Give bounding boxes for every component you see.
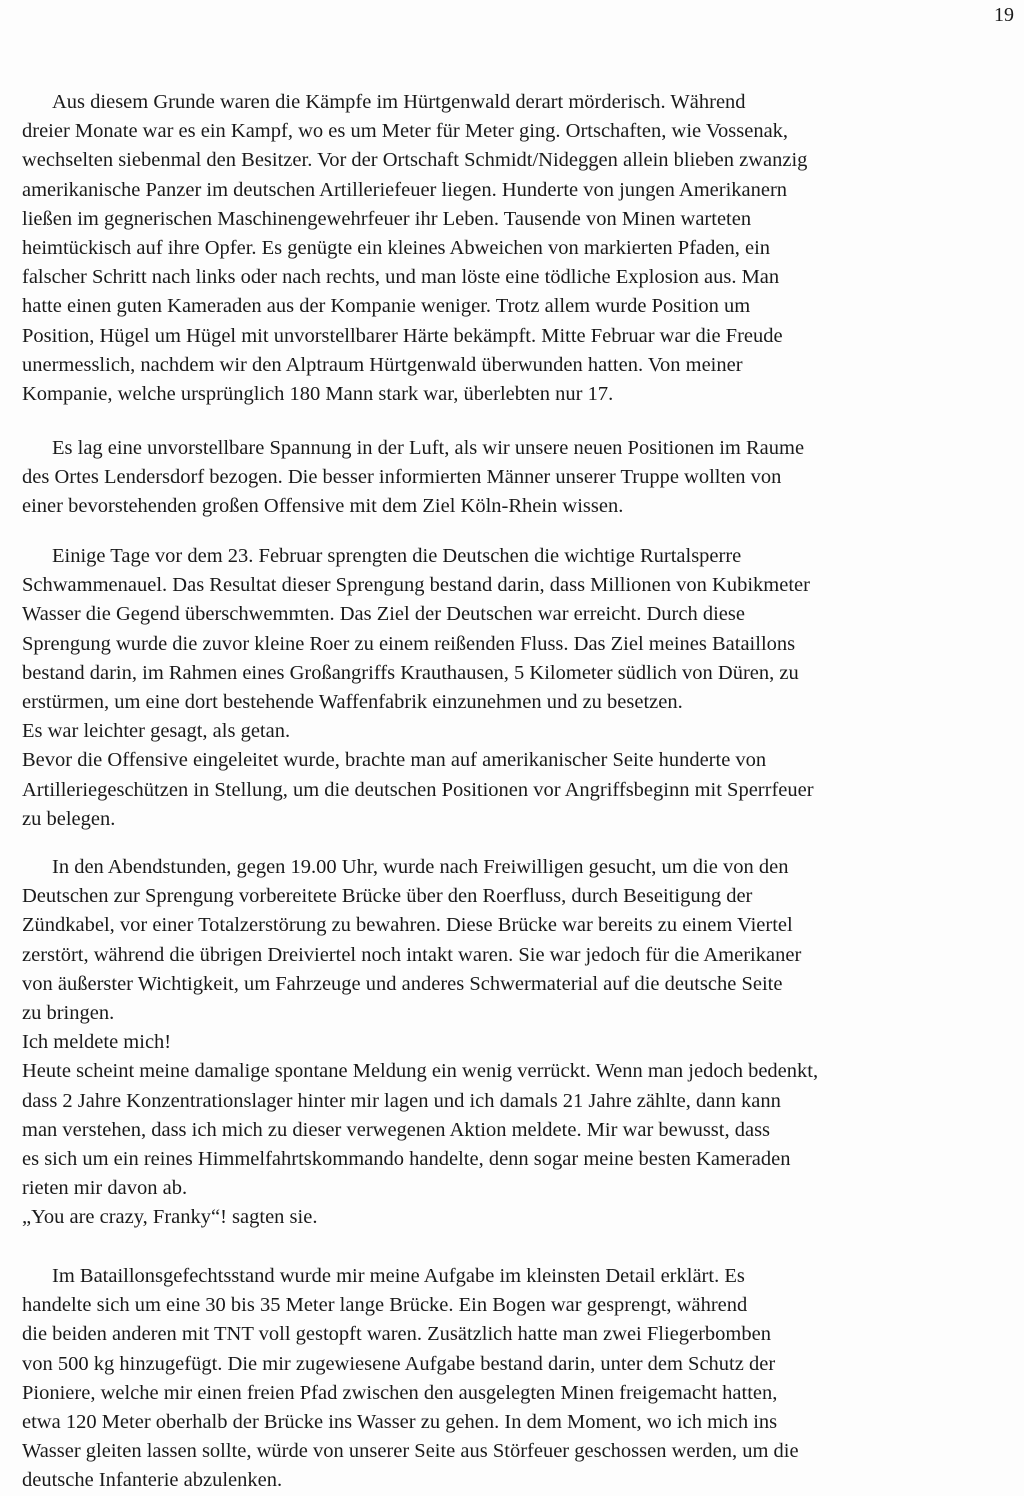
page-number: 19 bbox=[994, 4, 1014, 26]
paragraph-volunteers: In den Abendstunden, gegen 19.00 Uhr, wurde nach Freiwilligen gesucht, um die von den Deutschen zur Sprengung vorbereitete Brücke über den Roerfluss, durch Beseitigung der Zündkabel, vor einer Totalzerstörung zu bewahren. Diese Brücke war bereits zu einem Viertel zerstört, während die übrigen Dreiviertel noch intakt waren. Sie war jedoch für die Amerikaner von äußerster Wichtigkeit, um Fahrzeuge und anderes Schwermaterial auf die deutsche Seite zu bringen. Ich meldete mich! Heute scheint meine damalige spontane Meldung ein wenig verrückt. Wenn man jedoch bedenkt, dass 2 Jahre Konzentrationslager hinter mir lagen und ich damals 21 Jahre zählte, dann kann man verstehen, dass ich mich zu dieser verwegenen Aktion meldete. Mir war bewusst, dass es sich um ein reines Himmelfahrtskommando handelte, denn sogar meine besten Kameraden rieten mir davon ab. „You are crazy, Franky“! sagten sie. bbox=[22, 856, 819, 1229]
paragraph-lendersdorf: Es lag eine unvorstellbare Spannung in der Luft, als wir unsere neuen Positionen im Raume des Ortes Lendersdorf bezogen. Die besser informierten Männer unserer Truppe wollten von einer bevorstehenden großen Offensive mit dem Ziel Köln-Rhein wissen. bbox=[22, 437, 805, 518]
paragraph-rurtalsperre: Einige Tage vor dem 23. Februar sprengten die Deutschen die wichtige Rurtalsperre Schwammenauel. Das Resultat dieser Sprengung bestand darin, dass Millionen von Kubikmeter Wasser die Gegend überschwemmten. Das Ziel der Deutschen war erreicht. Durch diese Sprengung wurde die zuvor kleine Roer zu einem reißenden Fluss. Das Ziel meines Bataillons bestand darin, im Rahmen eines Großangriffs Krauthausen, 5 Kilometer südlich von Düren, zu erstürmen, um eine dort bestehende Waffenfabrik einzunehmen und zu besetzen. Es war leichter gesagt, als getan. Bevor die Offensive eingeleitet wurde, brachte man auf amerikanischer Seite hunderte von Artilleriegeschützen in Stellung, um die deutschen Positionen vor Angriffsbeginn mit Sperrfeuer zu belegen. bbox=[22, 545, 814, 830]
paragraph-huertgenwald: Aus diesem Grunde waren die Kämpfe im Hürtgenwald derart mörderisch. Während dreier Monate war es ein Kampf, wo es um Meter für Meter ging. Ortschaften, wie Vossenak, wechselten siebenmal den Besitzer. Vor der Ortschaft Schmidt/Nideggen allein blieben zwanzig amerikanische Panzer im deutschen Artilleriefeuer liegen. Hunderte von jungen Amerikanern ließen im gegnerischen Maschinengewehrfeuer ihr Leben. Tausende von Minen warteten heimtückisch auf ihre Opfer. Es genügte ein kleines Abweichen von markierten Pfaden, ein falscher Schritt nach links oder nach rechts, und man löste eine tödliche Explosion aus. Man hatte einen guten Kameraden aus der Kompanie weniger. Trotz allem wurde Position um Position, Hügel um Hügel mit unvorstellbarer Härte bekämpft. Mitte Februar war die Freude unermesslich, nachdem wir den Alptraum Hürtgenwald überwunden hatten. Von meiner Kompanie, welche ursprünglich 180 Mann stark war, überlebten nur 17. bbox=[22, 91, 808, 406]
paragraph-bataillonsgefechtsstand: Im Bataillonsgefechtsstand wurde mir meine Aufgabe im kleinsten Detail erklärt. Es handelte sich um eine 30 bis 35 Meter lange Brücke. Ein Bogen war gesprengt, während die beiden anderen mit TNT voll gestopft waren. Zusätzlich hatte man zwei Fliegerbomben von 500 kg hinzugefügt. Die mir zugewiesene Aufgabe bestand darin, unter dem Schutz der Pioniere, welche mir einen freien Pfad zwischen den ausgelegten Minen freigemacht hatten, etwa 120 Meter oberhalb der Brücke ins Wasser zu gehen. In dem Moment, wo ich mich ins Wasser gleiten lassen sollte, würde von unserer Seite aus Störfeuer geschossen werden, um die deutsche Infanterie abzulenken. bbox=[22, 1265, 799, 1492]
